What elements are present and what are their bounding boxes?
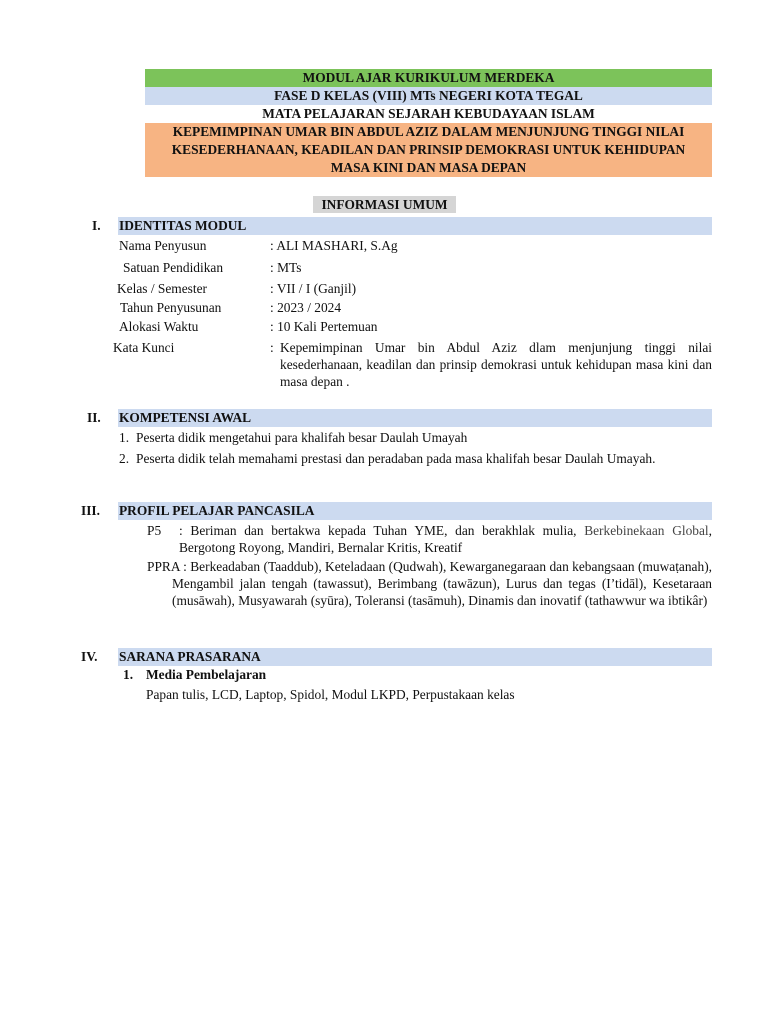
p5-text-b: Berkebinekaan Global [584, 523, 709, 538]
ppra-paragraph: PPRA : Berkeadaban (Taaddub), Keteladaan (Qudwah), Kewarganegaraan dan kebangsaan (muwaṭanah), Mengambil jalan tengah (tawassut), Berimbang (tawāzun), Lurus dan tegas (I’tidāl), Kesetaraan (musāwah), Musyawarah (syūra), Toleransi (tasāmuh), Dinamis dan inovatif (tathawwur wa ibtikâr) [147, 559, 712, 608]
informasi-umum-heading: INFORMASI UMUM [313, 196, 456, 213]
doc-title-topic: KEPEMIMPINAN UMAR BIN ABDUL AZIZ DALAM MENJUNJUNG TINGGI NILAI KESEDERHANAAN, KEADILAN DAN PRINSIP DEMOKRASI UNTUK KEHIDUPAN MASA KINI DAN MASA DEPAN [145, 123, 712, 177]
alokasi-label: Alokasi Waktu [119, 319, 199, 334]
section-1-title: IDENTITAS MODUL [118, 217, 712, 235]
doc-title-line-3: MATA PELAJARAN SEJARAH KEBUDAYAAN ISLAM [145, 105, 712, 123]
sarana-sub-number: 1. [123, 667, 134, 682]
satuan-label: Satuan Pendidikan [123, 260, 224, 275]
section-4-title: SARANA PRASARANA [118, 648, 712, 666]
kompetensi-item-1: Peserta didik mengetahui para khalifah besar Daulah Umayah [136, 430, 468, 445]
doc-title-line-2: FASE D KELAS (VIII) MTs NEGERI KOTA TEGAL [145, 87, 712, 105]
tahun-value: : 2023 / 2024 [270, 300, 342, 315]
p5-text-c: , Bergotong Royong, Mandiri, Bernalar Kritis, Kreatif [179, 523, 712, 555]
p5-label: P5 [147, 523, 162, 538]
kompetensi-item-1-number: 1. [119, 430, 130, 445]
section-2-title: KOMPETENSI AWAL [118, 409, 712, 427]
kompetensi-item-2-number: 2. [119, 451, 130, 466]
kata-kunci-colon: : [270, 340, 274, 355]
section-3-number: III. [81, 503, 100, 518]
section-2-number: II. [87, 410, 101, 425]
doc-title-line-1: MODUL AJAR KURIKULUM MERDEKA [145, 69, 712, 87]
p5-text-a: : Beriman dan bertakwa kepada Tuhan YME, dan berakhlak mulia, [179, 523, 585, 538]
section-1-number: I. [92, 218, 101, 233]
tahun-label: Tahun Penyusunan [120, 300, 222, 315]
nama-value: : ALI MASHARI, S.Ag [270, 238, 398, 253]
section-4-number: IV. [81, 649, 98, 664]
kelas-value: : VII / I (Ganjil) [270, 281, 357, 296]
sarana-sub-title: Media Pembelajaran [146, 667, 267, 682]
p5-text-first-line [179, 522, 712, 556]
satuan-value: : MTs [270, 260, 302, 275]
kompetensi-item-2: Peserta didik telah memahami prestasi dan peradaban pada masa khalifah besar Daulah Umayah. [136, 451, 656, 466]
alokasi-value: : 10 Kali Pertemuan [270, 319, 378, 334]
nama-label: Nama Penyusun [119, 238, 207, 253]
kata-kunci-value: Kepemimpinan Umar bin Abdul Aziz dlam menjunjung tinggi nilai kesederhanaan, keadilan dan prinsip demokrasi untuk kehidupan masa kini dan masa depan . [280, 340, 712, 389]
section-3-title: PROFIL PELAJAR PANCASILA [118, 502, 712, 520]
kata-kunci-label: Kata Kunci [113, 340, 175, 355]
ppra-text [147, 558, 712, 609]
sarana-content: Papan tulis, LCD, Laptop, Spidol, Modul LKPD, Perpustakaan kelas [146, 687, 515, 702]
kelas-label: Kelas / Semester [117, 281, 207, 296]
